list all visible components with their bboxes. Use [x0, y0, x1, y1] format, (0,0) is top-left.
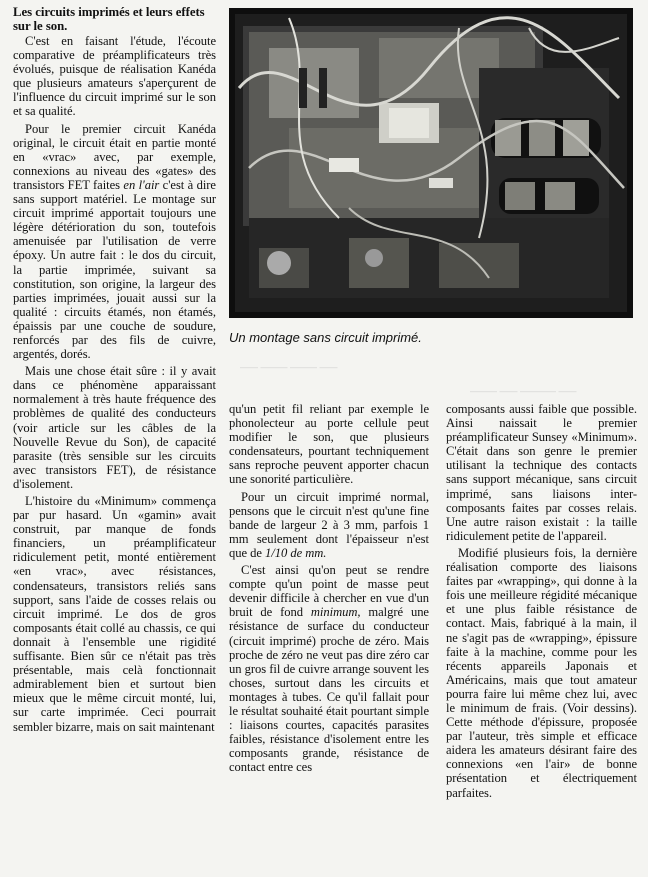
text-run: c'est à dire sans support matériel. Le montage sur circuit imprimé apportait toujours une légère détérioration du son, toutefois amenuisée par l'utilisation de verre époxy. Un autre fait : le dos du circuit, la partie imprimée, suivant sa constitution, son origine, la largeur des parties imprimées, jouait aussi sur la qualité : circuits étamés, non étamés, épaissis par une couche de soudure, renforcés par des fils de cuivre, argentés, dorés. [13, 177, 216, 362]
text-column-right [446, 402, 637, 803]
text-column-middle [229, 402, 429, 777]
italic-text-run: minimum, [310, 605, 361, 620]
paragraph: L'histoire du «Minimum» commença par pur hasard. Un «gamin» avait construit, par manque de fonds financiers, un préamplificateur ridiculement petit, monté entièrement «en vrac», avec résistances, condensateurs, transistors reliés sans support, sans l'aide de cosses relais ou circuit imprimé. Le dos de gros composants était collé au chassis, ce qui donnait à l'ensemble une rigidité suffisante. Bien sûr ce n'était pas très présentable, mais celà fonctionnait admirablement bien et surtout bien mieux que le même circuit monté, lui, sur carte imprimée. Ceci pourrait sembler bizarre, mais on sait maintenant [13, 494, 216, 734]
italic-text-run: en l'air [123, 177, 160, 192]
paragraph: Mais une chose était sûre : il y avait dans ce phénomène apparaissant normalement à très haute fréquence des problèmes de qualité des conducteurs (voir article sur les câbles de la Nouvelle Revue du Son), de capacité parasite (très sensible sur les circuits avec transistors FET), de résistance d'isolement. [13, 364, 216, 491]
italic-text-run: 1/10 de mm. [265, 545, 327, 560]
text-run: Pour le premier circuit Kanéda original, le circuit était en partie monté en «vrac» avec, par exemple, connexions au niveau des «gates» des transistors FET faites [13, 121, 216, 192]
text-run: C'est ainsi qu'on peut se rendre compte qu'un point de masse peut devenir difficile à chercher en vue d'un bruit de fond [229, 563, 429, 620]
paragraph: composants aussi faible que possible. Ainsi naissait le premier préamplificateur Sunsey «Minimum». C'était dans son genre le premier utilisant la technique des contacts sans support mécanique, sans circuit imprimé, sans liaisons inter-composants faites par cosses relais. Une autre raison existait : la taille ridiculement petite de l'appareil. [446, 402, 637, 543]
photo-caption: Un montage sans circuit imprimé. [229, 330, 422, 345]
article-title: Les circuits imprimés et leurs effets sur le son. [13, 5, 205, 33]
text-column-left [13, 5, 216, 737]
show-through-text: ——— —— ———— —— [470, 386, 577, 396]
paragraph [229, 563, 429, 774]
text-run: malgré une résistance de surface du conducteur (circuit imprimé) proche de zéro. Mais proche de zéro ne veut pas dire zéro car un gros fil de cuivre arrange souvent les choses, surtout dans les circuits et montages à tubes. Ce qu'il fallait pour le résultat souhaité était pourtant simple : liaisons courtes, capacités parasites faibles, résistance d'isolement entre les composants grande, résistance de contact entre ces [229, 605, 429, 775]
paragraph [13, 122, 216, 362]
text-run: Pour un circuit imprimé normal, pensons que le circuit n'est qu'une fine bande de largeur 2 à 3 mm, parfois 1 mm seulement dont l'épaisseur n'est que de [229, 489, 429, 560]
paragraph: C'est en faisant l'étude, l'écoute comparative de préamplificateurs très évolués, puisque de réalisation Kanéda que plusieurs amateurs s'aperçurent de l'influence du circuit imprimé sur le son et sa qualité. [13, 34, 216, 119]
show-through-text: —— ——— ——— —— [240, 362, 338, 372]
circuit-photo-drawing [229, 8, 633, 318]
paragraph: Modifié plusieurs fois, la dernière réalisation comporte des liaisons faites par «wrapping», qui donne à la fois une meilleure régidité mécanique et une plus faible résistance de contact. Mais, fabriqué à la main, il ne s'agit pas de «wrapping», épissure faite à la machine, comme pour les récents appareils Japonais et Américains, mais que tout amateur pourra faire lui même chez lui, avec le minimum de frais. (Voir dessins). Cette méthode d'épissure, proposée par l'auteur, très simple et efficace aidera les amateurs désirant faire des connexions «en l'air» de bonne présentation et électriquement parfaites. [446, 545, 637, 800]
circuit-photo [229, 8, 633, 318]
paragraph: qu'un petit fil reliant par exemple le phonolecteur au porte cellule peut modifier le son, que plusieurs condensateurs, pourtant techniquement sans reproche peuvent apporter chacun une sonorité particulière. [229, 402, 429, 487]
paragraph [229, 490, 429, 560]
